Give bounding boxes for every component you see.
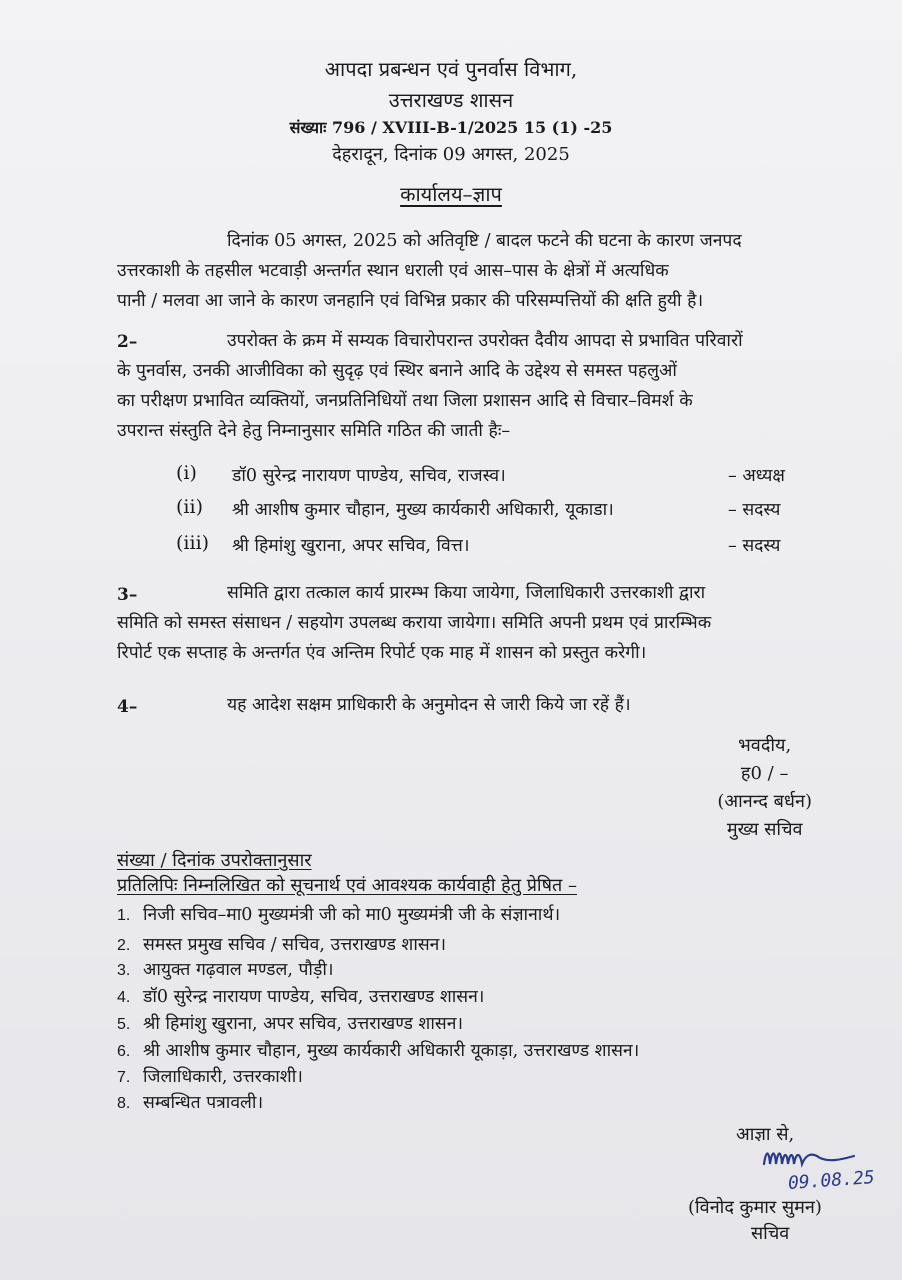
item-number: 2. xyxy=(117,937,131,954)
paragraph-3 xyxy=(117,578,849,668)
member-2-index: (ii) xyxy=(176,496,203,518)
paragraph-4-number: 4– xyxy=(117,697,138,717)
item-text: श्री आशीष कुमार चौहान, मुख्य कार्यकारी अधिकारी यूकाड़ा, उत्तराखण्ड शासन। xyxy=(143,1041,640,1061)
item-number: 3. xyxy=(117,962,131,979)
item-number: 1. xyxy=(117,907,131,924)
item-text: आयुक्त गढ़वाल मण्डल, पौड़ी। xyxy=(143,960,334,980)
document-title: कार्यालय–ज्ञाप xyxy=(400,182,502,206)
signatory-2-designation: सचिव xyxy=(751,1223,790,1244)
paragraph-2-line-1 xyxy=(117,326,849,356)
department-name: आपदा प्रबन्धन एवं पुनर्वास विभाग, xyxy=(324,57,578,81)
paragraph-4-line-1 xyxy=(117,690,849,720)
copy-item xyxy=(117,1011,463,1035)
copy-heading-1: संख्या / दिनांक उपरोक्तानुसार xyxy=(117,850,312,871)
copy-heading-2: प्रतिलिपिः निम्नलिखित को सूचनार्थ एवं आवश्यक कार्यवाही हेतु प्रेषित – xyxy=(117,875,577,896)
text: उपरोक्त के क्रम में सम्यक विचारोपरान्त उपरोक्त दैवीय आपदा से प्रभावित परिवारों xyxy=(227,331,743,351)
paragraph-3-line-2: समिति को समस्त संसाधन / सहयोग उपलब्ध कराया जायेगा। समिति अपनी प्रथम एवं प्रारम्भिक xyxy=(117,613,712,633)
by-order-text: आज्ञा से, xyxy=(736,1124,795,1145)
member-1-index: (i) xyxy=(176,462,197,484)
text: समिति द्वारा तत्काल कार्य प्रारम्भ किया जायेगा, जिलाधिकारी उत्तरकाशी द्वारा xyxy=(227,583,706,603)
signed-text: ह0 / – xyxy=(740,763,789,784)
item-number: 4. xyxy=(117,989,131,1006)
document-title-row xyxy=(0,180,902,207)
text: यह आदेश सक्षम प्राधिकारी के अनुमोदन से जारी किये जा रहें हैं। xyxy=(227,695,631,715)
place-date: देहरादून, दिनांक 09 अगस्त, 2025 xyxy=(332,144,570,165)
handwritten-date: 09.08.25 xyxy=(787,1167,876,1194)
text: दिनांक 05 अगस्त, 2025 को अतिवृष्टि / बादल फटने की घटना के कारण जनपद xyxy=(227,231,742,251)
item-number: 7. xyxy=(117,1069,131,1086)
signatory-2-name: (विनोद कुमार सुमन) xyxy=(688,1197,822,1218)
item-number: 8. xyxy=(117,1095,131,1112)
paragraph-2-line-4: उपरान्त संस्तुति देने हेतु निम्नानुसार समिति गठित की जाती हैः– xyxy=(117,421,511,441)
copy-item xyxy=(117,984,484,1008)
item-text: श्री हिमांशु खुराना, अपर सचिव, उत्तराखण्ड शासन। xyxy=(143,1014,464,1034)
item-text: सम्बन्धित पत्रावली। xyxy=(143,1093,264,1113)
item-text: जिलाधिकारी, उत्तरकाशी। xyxy=(143,1067,303,1087)
government-name: उत्तराखण्ड शासन xyxy=(388,88,514,112)
member-2-role: – सदस्य xyxy=(728,500,781,520)
member-2-name: श्री आशीष कुमार चौहान, मुख्य कार्यकारी अधिकारी, यूकाडा। xyxy=(232,500,614,520)
paragraph-3-line-3: रिपोर्ट एक सप्ताह के अन्तर्गत एंव अन्तिम रिपोर्ट एक माह में शासन को प्रस्तुत करेगी। xyxy=(117,643,647,663)
item-text: डॉ0 सुरेन्द्र नारायण पाण्डेय, सचिव, उत्तराखण्ड शासन। xyxy=(143,987,485,1007)
item-text: निजी सचिव–मा0 मुख्यमंत्री जी को मा0 मुख्यमंत्री जी के संज्ञानार्थ। xyxy=(143,905,561,925)
member-1-name: डॉ0 सुरेन्द्र नारायण पाण्डेय, सचिव, राजस्व। xyxy=(232,466,506,486)
paragraph-2-line-3: का परीक्षण प्रभावित व्यक्तियों, जनप्रतिनिधियों तथा जिला प्रशासन आदि से विचार–विमर्श के xyxy=(117,391,693,411)
closing-text: भवदीय, xyxy=(738,735,792,756)
copy-item xyxy=(117,932,446,956)
order-number: संख्याः 796 / XVIII-B-1/2025 15 (1) -25 xyxy=(289,118,613,137)
member-3-name: श्री हिमांशु खुराना, अपर सचिव, वित्त। xyxy=(232,536,470,556)
member-3-index: (iii) xyxy=(176,532,210,554)
copy-item xyxy=(117,902,560,926)
paragraph-2-number: 2– xyxy=(117,332,138,352)
paragraph-1-line-2: उत्तरकाशी के तहसील भटवाड़ी अन्तर्गत स्थान धराली एवं आस–पास के क्षेत्रों में अत्यधिक xyxy=(117,261,669,281)
signatory-designation: मुख्य सचिव xyxy=(726,819,803,840)
paragraph-3-line-1 xyxy=(117,578,849,608)
copy-item xyxy=(117,957,333,981)
paragraph-1-line-1 xyxy=(117,226,849,256)
paragraph-2 xyxy=(117,326,849,446)
item-number: 6. xyxy=(117,1043,131,1060)
paragraph-4 xyxy=(117,690,849,720)
paragraph-1-line-3: पानी / मलवा आ जाने के कारण जनहानि एवं विभिन्न प्रकार की परिसम्पत्तियों की क्षति हुयी है। xyxy=(117,291,704,311)
paragraph-3-number: 3– xyxy=(117,585,138,605)
copy-item xyxy=(117,1090,263,1114)
paragraph-2-line-2: के पुनर्वास, उनकी आजीविका को सुदृढ़ एवं स्थिर बनाने आदि के उद्देश्य से समस्त पहलुओं xyxy=(117,361,677,381)
item-text: समस्त प्रमुख सचिव / सचिव, उत्तराखण्ड शासन। xyxy=(143,935,447,955)
signatory-name: (आनन्द बर्धन) xyxy=(717,791,812,812)
paragraph-1 xyxy=(117,226,849,316)
signature-block-chief-secretary xyxy=(717,732,812,844)
item-number: 5. xyxy=(117,1016,131,1033)
copy-item xyxy=(117,1038,639,1062)
member-3-role: – सदस्य xyxy=(728,536,781,556)
copy-item xyxy=(117,1064,303,1088)
member-1-role: – अध्यक्ष xyxy=(728,466,785,486)
